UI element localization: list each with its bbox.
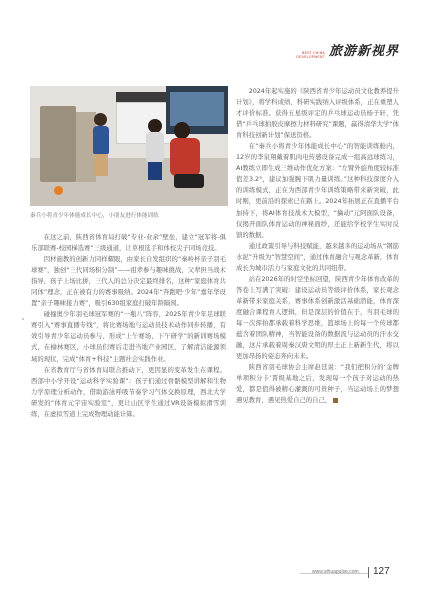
article-paragraph: 在省教育厅与省体育局联合推动下，更因显的变革发生在课程。西部中小学开设“运动科学实验课”：孩子们通过骨骼模型讲解和生物力学原理分析动作，借助游泳呼吸节奏学习气体交换原理，西北大学研发的“体育元宇宙实验室”，更让山区学生通过VR设备模拟滑雪训练，在虚拟雪道上完成物理动能计算。 (31, 366, 226, 418)
end-of-article-icon (333, 398, 338, 403)
photo-coach-body (170, 138, 200, 176)
article-paragraph: 因材施教的创新力同样耀眼，由家长自发组织的“秦岭杯亲子羽毛球赛”，独创“三代同场积分制”——祖辈参与趣味挑战，父辈担当战术指导，孩子上场比拼，三代人的总分决定最终排名，这种“家庭体育共同体”理念，正在被有力的赛事吸纳。2024年“奔跑吧·少年”嘉年华设置“亲子趣味接力赛”，吸引630组家庭打破年龄隔阂。 (31, 256, 226, 308)
photo-coach-head (174, 122, 190, 139)
margin-dot (22, 318, 24, 320)
photo-wall-pad (40, 106, 76, 182)
photo-child-head (94, 113, 107, 126)
photo-child2-body (146, 132, 164, 162)
article-paragraph: 2024年起实施的《陕西省青少年运动员文化教养提升计划》，将学科成绩、科研实践纳入评级体系，正在重塑人才评价标准。获得五星级评定的乒乓球运动员杨子轩，凭借“乒乓球拍胶皮摩擦力材料研究”课题，赢得清华大学“体育科技创新计划”保送资格。 (236, 88, 399, 140)
article-paragraph: 在这之前，陕西省体育局打破“专业-业余”壁垒，建立“冠军将-俱乐部联赛-校园梯选赛”三级通道，让草根选手和体校尖子同场竞技。 (31, 234, 226, 253)
article-paragraph: 通过政策引导与科技赋能，越来越多的运动场从“钢筋水泥”升级为“智慧空间”，通过体育融合与观念革新，体育成长为城市活力与家庭文化的共同纽带。 (236, 242, 399, 272)
article-paragraph-text: 陕西省羽毛球协会主席赵廷说：“我们把积分的‘金牌单项积分卡’晋级基地之后，发现每一个孩子对运动的热爱，都是值得被精心灌溉的可贵种子，当运动场上的梦想遇见教育，遇见热爱自己的自己， (236, 364, 399, 405)
footer-url: www.sihuapulse.com (312, 569, 359, 575)
photo-coach-legs (174, 174, 204, 188)
article-paragraph-last (236, 362, 399, 406)
page-number: 127 (373, 566, 390, 577)
masthead-logo (296, 40, 399, 59)
article-paragraph: 在“秦兵小将青少年体能成长中心”的智能训练舱内，12岁的李泉翔戴着肌肉电传感设备完成一组高远球练习，AI教练立即生成三维动作优化方案：“左臂外旋角度较标准值差3.2°，建议加强腕下肌力量训练。”这种科技深度介入的训练模式，正在为西部青少年训练策略带来新突破，此时刚，更前沿的探索已在路上。2024年拓展正在直播平台加持下，将AI体育技战术大模型，“擒动”元阿面队设备，仅揭开面队体育运动的神秘面纱，还能给学校学生实时反馈的数据。 (236, 143, 399, 239)
photo-caption: 秦兵小将青少年体能成长中心，小朋友进行体能训练 (30, 213, 159, 219)
article-paragraph: 站在2026年的时空坐标回望，陕西青少年体育改革的答卷上写满了突破：建设运动员等级评价体系，家长观念革新带来家庭关系，赛事体系创新激活基础潜能，体育深度融合课程育人逻辑，但是深层的价值在于，当羽毛球的每一次挥拍都承载着科学思维，篮球场上的每一个传球都蕴含着团队精神，当智能设备的数据流与运动员的汗水交融，这片承载着周秦汉唐文明的厚土正上新新生代，将以更加昂扬的姿态奔向未来。 (236, 275, 399, 361)
article-photo (30, 86, 228, 206)
article-column-left (31, 232, 226, 420)
footer-separator (368, 567, 369, 578)
article-column-right (236, 86, 399, 406)
photo-child-legs (94, 154, 108, 176)
logo-title: 旅游新视界 (328, 44, 399, 59)
logo-subtitle: BEST CHINA DEVELOPMENT (296, 51, 325, 59)
photo-screen-display (170, 92, 224, 126)
photo-child-body (93, 126, 109, 154)
article-paragraph: 碰撞奥少年羽毛球冠军赛的“一瓶八”阵容，2025年青少年足球联赛引入“赛事直播专线”，将比赛场地与运动员技术动作同步转播，有效引导青少年运动员参与、形成“上午赛场、下午研学”的新训赛场模式，在榆林赛区，小球员们赛后走进当地产业园区，了解清洁能源领域的现状，完成“体育+科技”主题社会实践作业。 (31, 311, 226, 363)
photo-child2-legs (148, 162, 162, 180)
photo-child2-head (148, 119, 162, 133)
photo-ball (54, 186, 63, 195)
